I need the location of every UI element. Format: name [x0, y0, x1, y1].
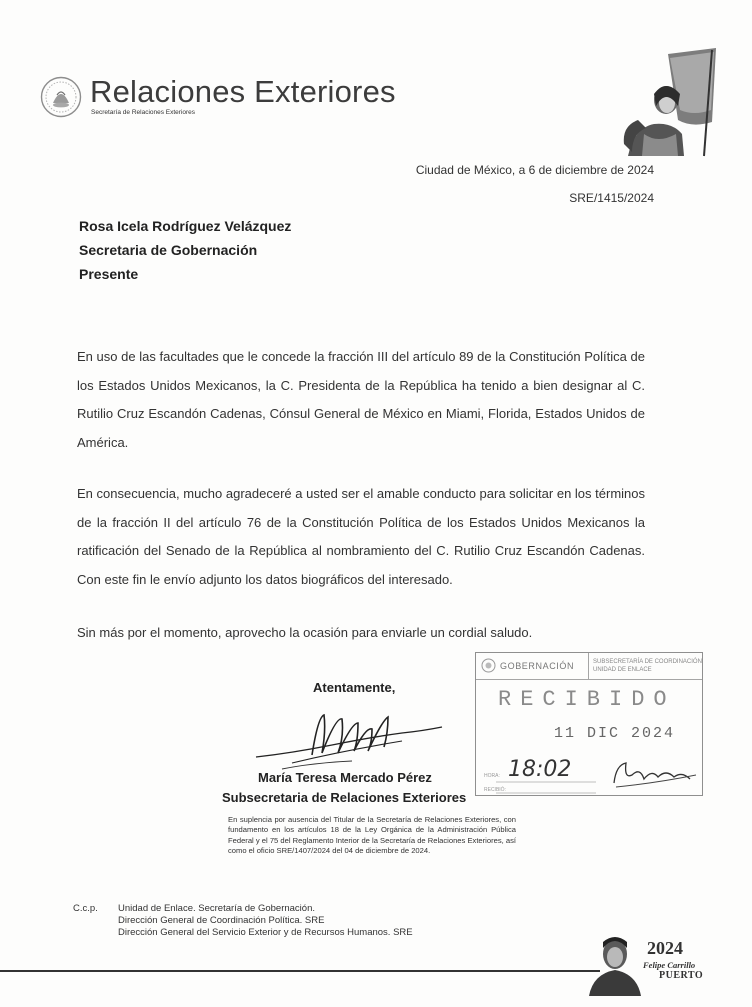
place-date: Ciudad de México, a 6 de diciembre de 2024 [415, 163, 654, 177]
delegation-note: En suplencia por ausencia del Titular de la Secretaría de Relaciones Exteriores, con fundamento en los artículos 18 de la Ley Orgánica de la Administración Pública Federal y el 75 del Reglamento Interior de la Secretaría de Relaciones Exteriores, así como el oficio SRE/1407/2024 del 04 de diciembre de 2024. [228, 815, 516, 855]
handwritten-signature [252, 707, 452, 777]
stamp-unit [593, 658, 702, 674]
stamp-header [476, 653, 702, 680]
stamp-time: 18:02 [508, 757, 572, 782]
footer-logo [585, 930, 725, 996]
body-paragraph-2: En consecuencia, mucho agradeceré a usted ser el amable conducto para solicitar en los términos de la fracción II del artículo 76 de la Constitución Política de los Estados Unidos Mexicanos la ratificación del Senado de la República al nombramiento del C. Rutilio Cruz Escandón Cadenas. Con este fin le envío adjunto los datos biográficos del interesado. [77, 486, 645, 587]
stamp-date: 11 DIC 2024 [554, 725, 676, 742]
signer-title: Subsecretaria de Relaciones Exteriores [222, 790, 467, 805]
stamp-org: GOBERNACIÓN [500, 661, 575, 671]
received-stamp [475, 652, 703, 796]
body-paragraph-3: Sin más por el momento, aprovecho la ocasión para enviarle un cordial saludo. [77, 625, 533, 640]
reference-number: SRE/1415/2024 [569, 191, 654, 205]
footer-rule [0, 970, 600, 972]
mexico-seal-icon [40, 76, 82, 118]
ccp-label: C.c.p. [73, 903, 98, 914]
ccp-recipient: Dirección General de Coordinación Política. SRE [118, 915, 325, 927]
stamp-unit-line-2: UNIDAD DE ENLACE [593, 667, 652, 673]
stamp-divider [588, 653, 589, 679]
addressee-position: Secretaria de Gobernación [79, 242, 258, 258]
ccp-recipient: Unidad de Enlace. Secretaría de Gobernación. [118, 903, 315, 914]
signer-name: María Teresa Mercado Pérez [258, 770, 432, 785]
logo-place: PUERTO [659, 970, 704, 981]
logo-name: Felipe Carrillo [643, 960, 696, 970]
logo-year: 2024 [647, 938, 683, 958]
closing: Atentamente, [313, 680, 396, 695]
stamp-status: RECIBIDO [498, 687, 676, 712]
stamp-received-label: RECIBIÓ: [484, 787, 506, 793]
ccp-recipient: Dirección General del Servicio Exterior y de Recursos Humanos. SRE [118, 927, 413, 939]
stamp-time-label: HORA: [484, 773, 500, 779]
org-subtitle: Secretaría de Relaciones Exteriores [91, 109, 196, 116]
org-name: Relaciones Exteriores [90, 74, 396, 109]
ccp-list [118, 903, 413, 940]
stamp-unit-line-1: SUBSECRETARÍA DE COORDINACIÓN [593, 659, 702, 665]
stamp-seal-icon [481, 658, 496, 673]
addressee-greeting: Presente [79, 266, 139, 282]
flag-heroine-icon [620, 48, 720, 158]
portrait-icon [585, 930, 645, 996]
addressee-name: Rosa Icela Rodríguez Velázquez [79, 218, 292, 234]
body-paragraph-1: En uso de las facultades que le concede la fracción III del artículo 89 de la Constitución Política de los Estados Unidos Mexicanos, la C. Presidenta de la República ha tenido a bien designar al C. Rutilio Cruz Escandón Cadenas, Cónsul General de México en Miami, Florida, Estados Unidos de América. [77, 349, 645, 450]
